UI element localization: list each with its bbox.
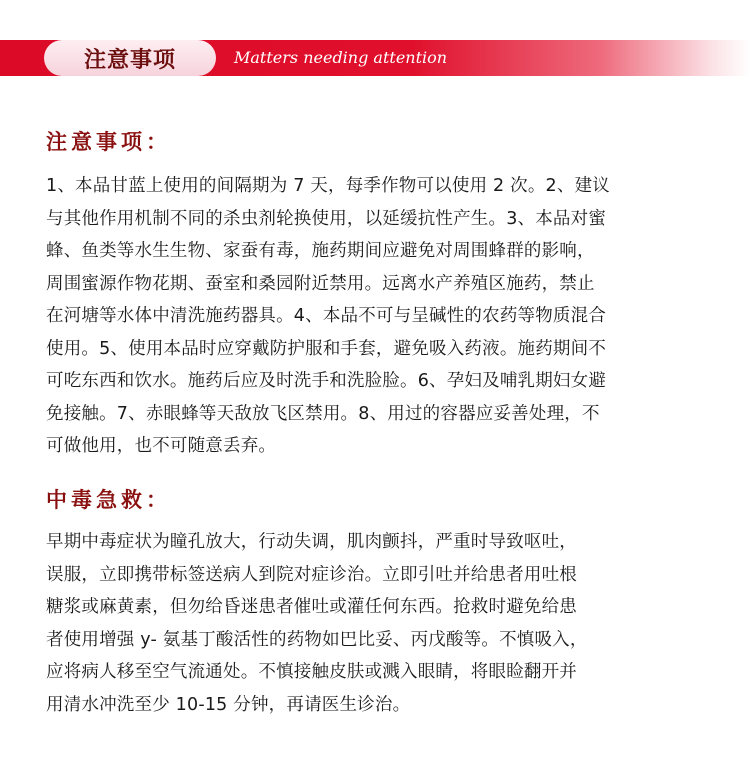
banner-subtitle: Matters needing attention [234,48,448,67]
first-aid-heading: 中毒急救： [46,488,171,512]
banner-title-tab [44,40,216,76]
text-line: 使用。5、使用本品时应穿戴防护服和手套，避免吸入药液。施药期间不 [46,338,607,359]
text-line: 与其他作用机制不同的杀虫剂轮换使用，以延缓抗性产生。3、本品对蜜 [46,208,607,229]
first-aid-text [46,526,708,721]
text-line: 免接触。7、赤眼蜂等天敌放飞区禁用。8、用过的容器应妥善处理，不 [46,403,600,424]
text-line: 应将病人移至空气流通处。不慎接触皮肤或溅入眼睛，将眼睑翻开并 [46,662,577,682]
text-line: 者使用增强 y- 氨基丁酸活性的药物如巴比妥、丙戊酸等。不慎吸入， [46,629,588,650]
text-line: 可做他用，也不可随意丢弃。 [46,436,277,456]
text-line: 在河塘等水体中清洗施药器具。4、本品不可与呈碱性的农药等物质混合 [46,306,607,326]
text-line: 糖浆或麻黄素，但勿给昏迷患者催吐或灌任何东西。抢救时避免给患 [46,597,577,617]
text-line: 周围蜜源作物花期、蚕室和桑园附近禁用。远离水产养殖区施药，禁止 [46,273,595,294]
text-line: 用清水冲洗至少 10-15 分钟，再请医生诊治。 [46,694,411,715]
text-line: 可吃东西和饮水。施药后应及时洗手和洗脸脸。6、孕妇及哺乳期妇女避 [46,371,607,391]
text-line: 蜂、鱼类等水生生物、家蚕有毒，施药期间应避免对周围蜂群的影响， [46,241,595,261]
text-line: 误服，立即携带标签送病人到院对症诊治。立即引吐并给患者用吐根 [46,564,577,585]
section-banner [0,40,750,76]
text-line: 早期中毒症状为瞳孔放大，行动失调，肌肉颤抖，严重时导致呕吐， [46,532,577,552]
precautions-text [46,170,708,463]
text-line: 1、本品甘蓝上使用的间隔期为 7 天，每季作物可以使用 2 次。2、建议 [46,176,610,196]
banner-title: 注意事项 [83,47,176,73]
precautions-heading: 注意事项： [46,130,171,154]
